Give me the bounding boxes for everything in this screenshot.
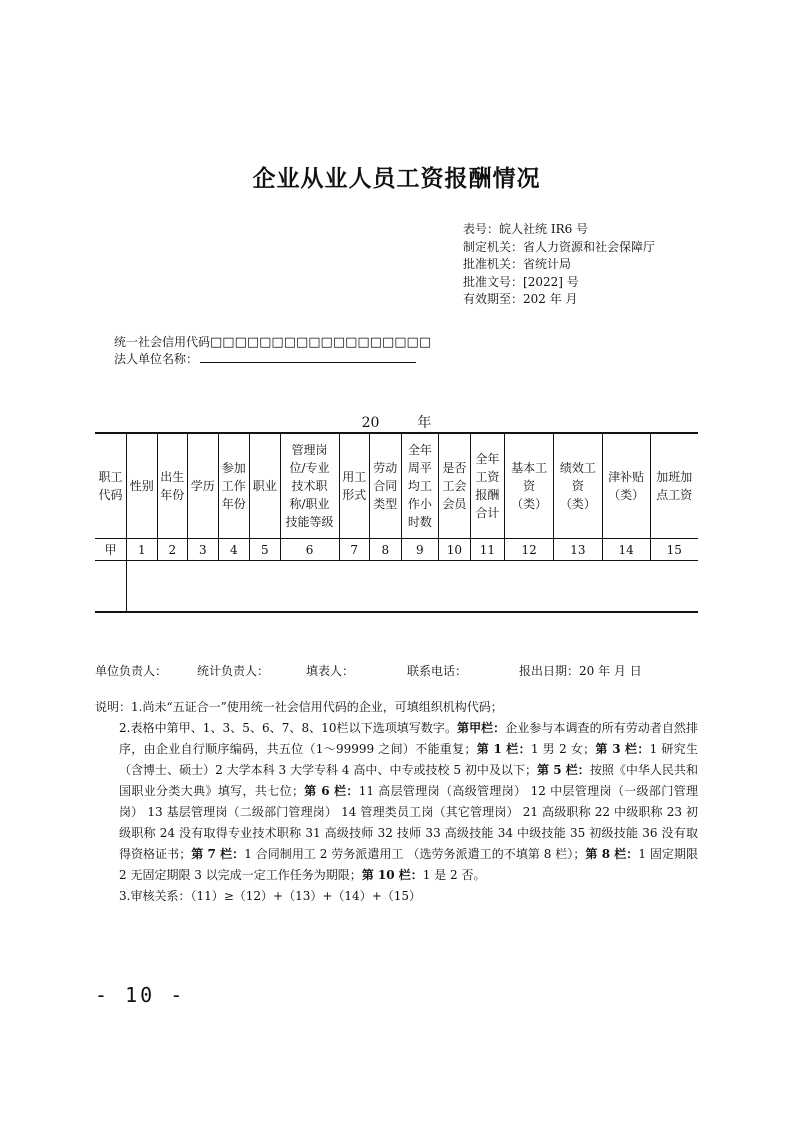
header-gender: 性别 bbox=[129, 479, 154, 493]
report-year bbox=[0, 412, 793, 432]
header-annual-total: 全年工资报酬合计 bbox=[475, 452, 500, 520]
col-number: 2 bbox=[157, 539, 188, 561]
meta-valid-value: 202 年 月 bbox=[523, 292, 578, 307]
note-2-col3-text: 1 研究生（含博士、硕士）2 大学本科 3 大学专科 4 高中、中专或技校 5 初中及以下； bbox=[119, 742, 698, 777]
note-2-col8-label: 第 8 栏： bbox=[585, 847, 639, 861]
page-title: 企业从业人员工资报酬情况 bbox=[252, 165, 541, 192]
meta-approval-no-value: [2022] 号 bbox=[523, 274, 579, 289]
header-cell bbox=[95, 433, 127, 539]
col-number: 1 bbox=[127, 539, 158, 561]
header-education: 学历 bbox=[190, 479, 215, 493]
legal-name-input-line[interactable] bbox=[200, 350, 416, 363]
wage-table bbox=[95, 432, 698, 613]
header-cell bbox=[470, 433, 505, 539]
legal-name-field[interactable] bbox=[114, 350, 416, 367]
meta-approver bbox=[463, 256, 655, 274]
header-employment-form: 用工形式 bbox=[342, 470, 367, 502]
header-overtime-wage: 加班加点工资 bbox=[656, 470, 693, 502]
col-number: 4 bbox=[218, 539, 250, 561]
meta-valid-label: 有效期至： bbox=[463, 292, 524, 307]
header-cell bbox=[602, 433, 650, 539]
phone-label: 联系电话： bbox=[407, 664, 468, 678]
header-position-title: 管理岗位/专业技术职称/职业技能等级 bbox=[285, 443, 334, 529]
header-cell bbox=[439, 433, 471, 539]
header-cell bbox=[401, 433, 439, 539]
col-number: 10 bbox=[439, 539, 471, 561]
data-cell-entry[interactable] bbox=[127, 561, 698, 613]
table-number-row bbox=[95, 539, 698, 561]
header-birth-year: 出生年份 bbox=[160, 470, 185, 502]
notes-section bbox=[95, 697, 698, 907]
header-cell bbox=[218, 433, 250, 539]
header-cell bbox=[280, 433, 339, 539]
col-number: 3 bbox=[188, 539, 219, 561]
meta-valid-until bbox=[463, 291, 655, 309]
header-weekly-hours: 全年周平均工作小时数 bbox=[407, 443, 432, 529]
header-base-wage: 基本工资（类） bbox=[511, 461, 548, 511]
credit-code-field[interactable] bbox=[114, 333, 431, 350]
header-work-start-year: 参加工作年份 bbox=[221, 461, 246, 511]
col-number: 5 bbox=[250, 539, 281, 561]
header-contract-type: 劳动合同类型 bbox=[373, 461, 398, 511]
note-2-col3-label: 第 3 栏： bbox=[595, 742, 650, 756]
note-2-col-jia-label: 第甲栏： bbox=[457, 721, 506, 735]
note-2-col5-label: 第 5 栏： bbox=[536, 763, 590, 777]
meta-issuer-label: 制定机关： bbox=[463, 239, 524, 254]
header-performance-wage: 绩效工资（类） bbox=[559, 461, 596, 511]
meta-issuer-value: 省人力资源和社会保障厅 bbox=[523, 239, 656, 254]
note-2-col10-label: 第 10 栏： bbox=[361, 868, 423, 882]
note-1: 说明：1.尚未“五证合一”使用统一社会信用代码的企业，可填组织机构代码； bbox=[95, 700, 503, 714]
header-cell bbox=[650, 433, 698, 539]
col-number: 9 bbox=[401, 539, 439, 561]
filler-label: 填表人： bbox=[306, 664, 355, 678]
note-2-col6-text: 11 高层管理岗（高级管理岗） 12 中层管理岗（一级部门管理岗） 13 基层管理岗（二级部门管理岗） 14 管理类员工岗（其它管理岗） 21 高级职称 22 中级职称 23 初级职称 24 没有取得专业技术职称 31 高级技师 32 技师 33 高级技能 34 中级技能 35 初级技能 36 没有取得资格证书； bbox=[119, 784, 698, 861]
credit-code-label: 统一社会信用代码 bbox=[114, 335, 211, 349]
note-2-intro: 2.表格中第甲、1、3、5、6、7、8、10栏以下选项填写数字。 bbox=[119, 721, 458, 735]
legal-name-label: 法人单位名称： bbox=[114, 352, 199, 366]
col-number: 8 bbox=[370, 539, 402, 561]
meta-table-no bbox=[463, 221, 655, 239]
header-cell bbox=[505, 433, 554, 539]
meta-table-no-label: 表号： bbox=[463, 222, 500, 236]
header-cell bbox=[127, 433, 158, 539]
col-number: 14 bbox=[602, 539, 650, 561]
table-data-row bbox=[95, 561, 698, 613]
col-number: 7 bbox=[339, 539, 370, 561]
header-occupation: 职业 bbox=[252, 479, 277, 493]
header-cell bbox=[339, 433, 370, 539]
header-employee-code: 职工代码 bbox=[98, 470, 123, 502]
col-number: 12 bbox=[505, 539, 554, 561]
meta-approval-no bbox=[463, 274, 655, 292]
col-number: 15 bbox=[650, 539, 698, 561]
credit-code-boxes[interactable]: □□□□□□□□□□□□□□□□□□ bbox=[210, 335, 432, 350]
note-2-col7-text: 1 合同制用工 2 劳务派遣用工 （选劳务派遣工的不填第 8 栏）； bbox=[244, 847, 586, 861]
note-2-col7-label: 第 7 栏： bbox=[191, 847, 245, 861]
col-number: 11 bbox=[470, 539, 505, 561]
col-number: 甲 bbox=[95, 539, 127, 561]
col-number: 13 bbox=[554, 539, 603, 561]
header-cell bbox=[250, 433, 281, 539]
note-2-col1-text: 1 男 2 女； bbox=[530, 742, 596, 756]
meta-table-no-value: 皖人社统 IR6 号 bbox=[499, 222, 589, 236]
year-prefix: 20 bbox=[361, 415, 380, 431]
unit-head-label: 单位负责人： bbox=[95, 664, 168, 678]
header-cell bbox=[554, 433, 603, 539]
table-header-row bbox=[95, 433, 698, 539]
year-suffix: 年 bbox=[417, 415, 432, 431]
note-2-col-jia-text: 企业参与本调查的所有劳动者自然排序，由企业自行顺序编码，共五位（1～99999 之间）不能重复； bbox=[119, 721, 698, 756]
note-2-col6-label: 第 6 栏： bbox=[303, 784, 359, 798]
stat-head-label: 统计负责人： bbox=[197, 664, 270, 678]
header-allowance: 津补贴（类） bbox=[608, 470, 645, 502]
note-3: 3.审核关系：（11）≥（12）+（13）+（14）+（15） bbox=[119, 889, 422, 903]
data-cell-code[interactable] bbox=[95, 561, 127, 613]
page-number: - 10 - bbox=[95, 983, 186, 1007]
header-cell bbox=[370, 433, 402, 539]
header-union-member: 是否工会会员 bbox=[442, 461, 467, 511]
report-date-label: 报出日期：20 年 月 日 bbox=[519, 664, 642, 678]
meta-approver-value: 省统计局 bbox=[523, 257, 572, 272]
note-2 bbox=[95, 718, 698, 886]
note-2-col5-text: 按照《中华人民共和国职业分类大典》填写，共七位； bbox=[119, 763, 698, 798]
form-meta-block bbox=[463, 221, 655, 309]
header-cell bbox=[188, 433, 219, 539]
meta-issuer bbox=[463, 239, 655, 257]
meta-approval-no-label: 批准文号： bbox=[463, 274, 524, 289]
meta-approver-label: 批准机关： bbox=[463, 257, 524, 272]
header-cell bbox=[157, 433, 188, 539]
note-2-col1-label: 第 1 栏： bbox=[476, 742, 531, 756]
col-number: 6 bbox=[280, 539, 339, 561]
note-2-col8-text: 1 固定期限 2 无固定期限 3 以完成一定工作任务为期限； bbox=[119, 847, 698, 882]
note-2-col10-text: 1 是 2 否。 bbox=[422, 868, 486, 882]
